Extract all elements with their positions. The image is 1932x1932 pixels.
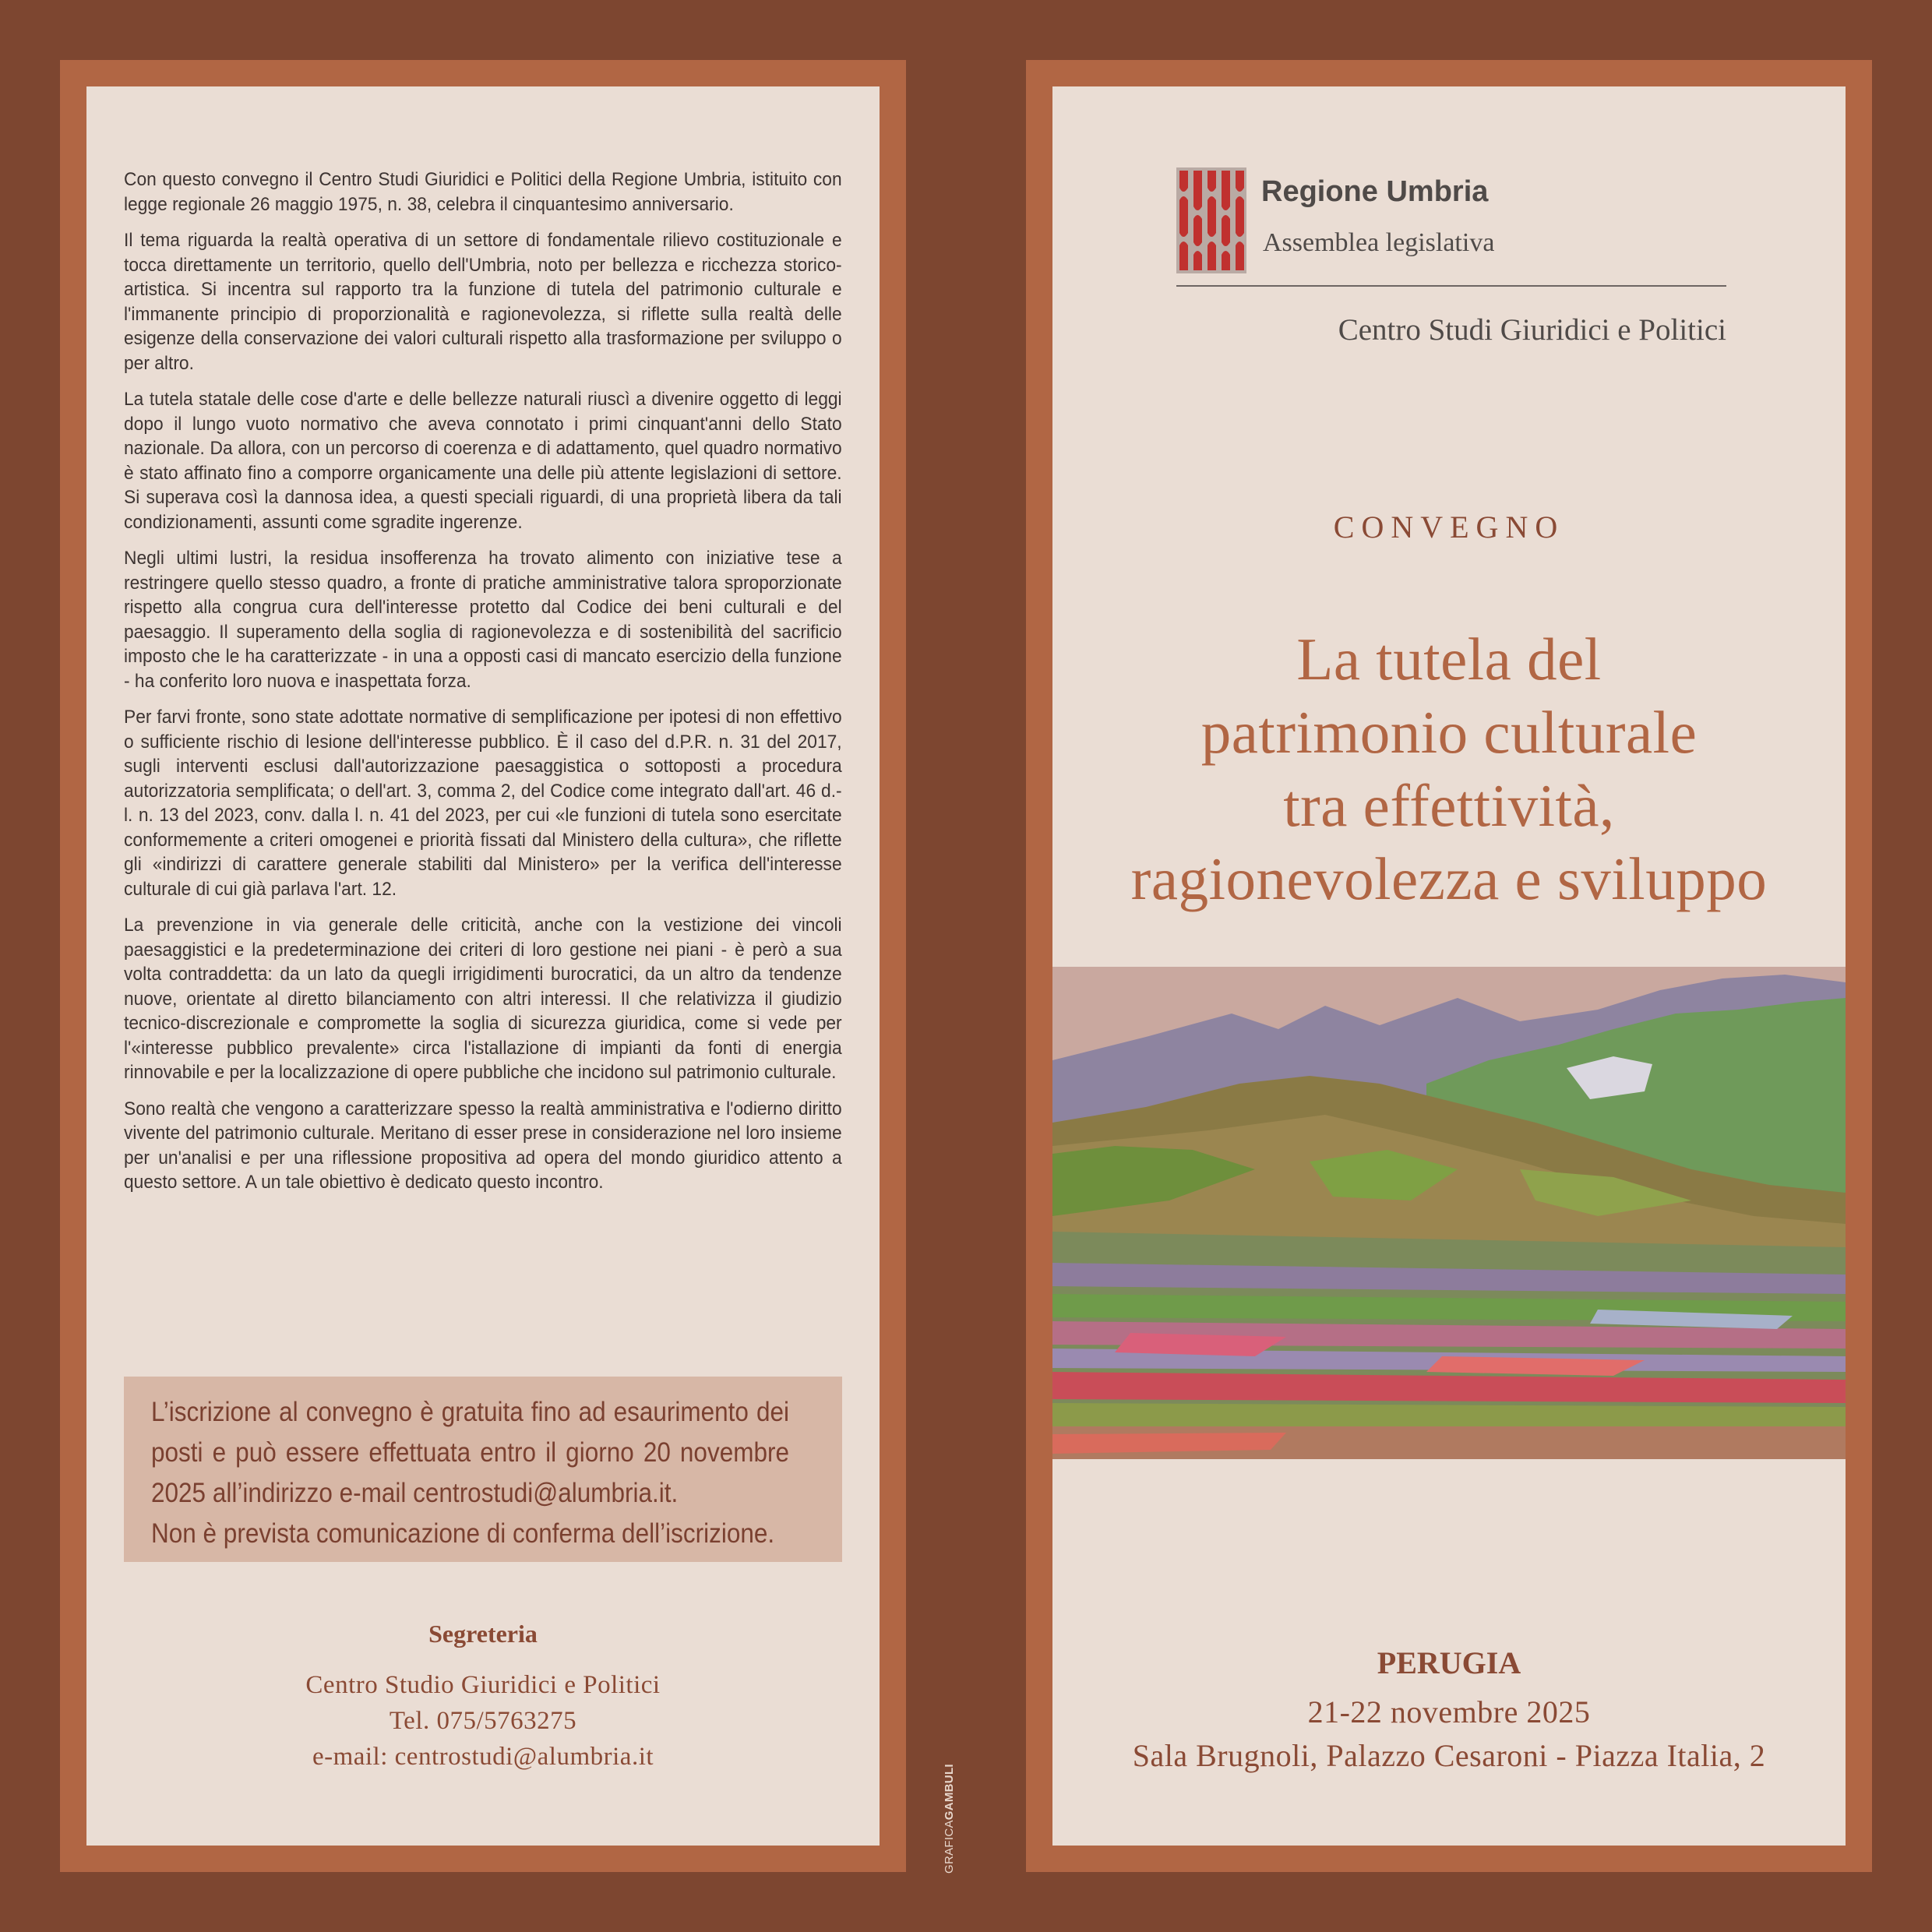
- title-line: ragionevolezza e sviluppo: [1130, 845, 1768, 912]
- paragraph: La prevenzione in via generale delle criticità, anche con la vestizione dei vincoli paesaggistici e la predeterminazione dei criteri di loro gestione nei piani - è però a sua volta contraddetta: da un lato da quegli irrigidimenti burocratici, da un altro da tendenze nuove, orientate al diretto bilanciamento con altri interessi. Il che relativizza il giudizio tecnico-discrezionale e compromette la soglia di sicurezza giuridica, come si vede per l'«interesse pubblico prevalente» circa l'istallazione di impianti da fonti di energia rinnovabile e per la localizzazione di opere pubbliche che incidono sul patrimonio culturale.: [124, 915, 842, 1083]
- logo-name: Regione Umbria: [1261, 175, 1489, 208]
- paragraph: Il tema riguarda la realtà operativa di un settore di fondamentale rilievo costituzionale e tocca direttamente un territorio, quello dell'Umbria, noto per bellezza e ricchezza storico-artistica. Si incentra sul rapporto tra la funzione di tutela del patrimonio culturale e l'immanente principio di proporzionalità e ragionevolezza, si riflette sulla realtà delle esigenze della conservazione dei valori culturali rispetto alla trasformazione per sviluppo o per altro.: [124, 230, 842, 374]
- paragraph: Sono realtà che vengono a caratterizzare spesso la realtà amministrativa e l'odierno diritto vivente del patrimonio culturale. Meritano di esser prese in considerazione nel loro insieme per un'analisi e per una riflessione propositiva ad opera del mondo giuridico attento a questo settore. A un tale obiettivo è dedicato questo incontro.: [124, 1098, 842, 1193]
- registration-text: [151, 1392, 789, 1554]
- regione-umbria-logo-icon: [1176, 167, 1246, 273]
- registration-note: Non è prevista comunicazione di conferma dell’iscrizione.: [151, 1518, 775, 1549]
- kicker: CONVEGNO: [1333, 509, 1565, 545]
- paragraph: Per farvi fronte, sono state adottate normative di semplificazione per ipotesi di non effettivo o sufficiente rischio di lesione dell'interesse pubblico. È il caso del d.P.R. n. 31 del 2017, sugli interventi esclusi dall'autorizzazione paesaggistica o sottoposti a procedura autorizzatoria semplificata; o dell'art. 3, comma 2, del Codice come integrato dall'art. 46 d.-l. n. 13 del 2023, conv. dalla l. n. 41 del 2023, per cui «le funzioni di tutela sono esercitate conformemente a criteri omogenei e priorità fissati dal Ministero della cultura», che riflette gli «indirizzi di carattere generale stabiliti dal Ministero» per la verifica dell'interesse culturale di cui già parlava l'art. 12.: [124, 707, 842, 900]
- credit-part1: GRAFICA: [943, 1820, 956, 1874]
- credit-part2: GAMBULI: [943, 1764, 956, 1821]
- title-line: La tutela del: [1296, 626, 1602, 693]
- paragraph: Con questo convegno il Centro Studi Giuridici e Politici della Regione Umbria, istituito con legge regionale 26 maggio 1975, n. 38, celebra il cinquantesimo anniversario.: [124, 169, 842, 215]
- event-title: [1052, 622, 1846, 915]
- center-name: Centro Studi Giuridici e Politici: [1338, 313, 1726, 347]
- design-credit: [943, 1764, 956, 1874]
- paragraph: Negli ultimi lustri, la residua insofferenza ha trovato alimento con iniziative tese a restringere quello stesso quadro, a fronte di pratiche amministrative talora sproporzionate rispetto alla congrua cura dell'interesse protetto dal Codice dei beni culturali e del paesaggio. Il superamento della soglia di ragionevolezza e di sostenibilità del sacrificio imposto che le ha caratterizzate - in una a opposti casi di mancato esercizio della funzione - ha conferito loro nuova e inaspettata forza.: [124, 548, 842, 692]
- divider: [1176, 285, 1726, 287]
- logo-subtitle: Assemblea legislativa: [1263, 228, 1495, 257]
- registration-box: [124, 1377, 842, 1562]
- intro-text: [124, 167, 842, 1207]
- event-info: [1052, 1645, 1846, 1778]
- landscape-image: [1052, 967, 1846, 1459]
- event-venue: Sala Brugnoli, Palazzo Cesaroni - Piazza Italia, 2: [1132, 1738, 1766, 1773]
- secretariat-name: Centro Studio Giuridici e Politici: [305, 1671, 661, 1699]
- event-city: PERUGIA: [1377, 1645, 1521, 1680]
- registration-line: L’iscrizione al convegno è gratuita fino ad esaurimento dei posti e può essere effettuata entro il giorno 20 novembre 2025 all’indirizzo e-mail centrostudi@alumbria.it.: [151, 1397, 789, 1508]
- secretariat-phone: Tel. 075/5763275: [389, 1707, 577, 1735]
- secretariat-email: e-mail: centrostudi@alumbria.it: [312, 1743, 654, 1771]
- paragraph: La tutela statale delle cose d'arte e delle bellezze naturali riuscì a divenire oggetto di leggi dopo il lungo vuoto normativo che aveva connotato i primi cinquant'anni dello Stato nazionale. Da allora, con un percorso di coerenza e di adattamento, quel quadro normativo è stato affinato fino a comporre organicamente una delle più attente legislazioni di settore. Si superava così la dannosa idea, a questi speciali riguardi, di una proprietà libera da tali condizionamenti, assunti come sgradite ingerenze.: [124, 389, 842, 533]
- title-line: tra effettività,: [1283, 772, 1615, 839]
- title-line: patrimonio culturale: [1200, 699, 1698, 766]
- right-panel: [1052, 86, 1846, 1846]
- secretariat-block: [124, 1620, 842, 1775]
- secretariat-title: Segreteria: [428, 1620, 538, 1648]
- event-dates: 21-22 novembre 2025: [1307, 1694, 1591, 1729]
- left-panel: [86, 86, 880, 1846]
